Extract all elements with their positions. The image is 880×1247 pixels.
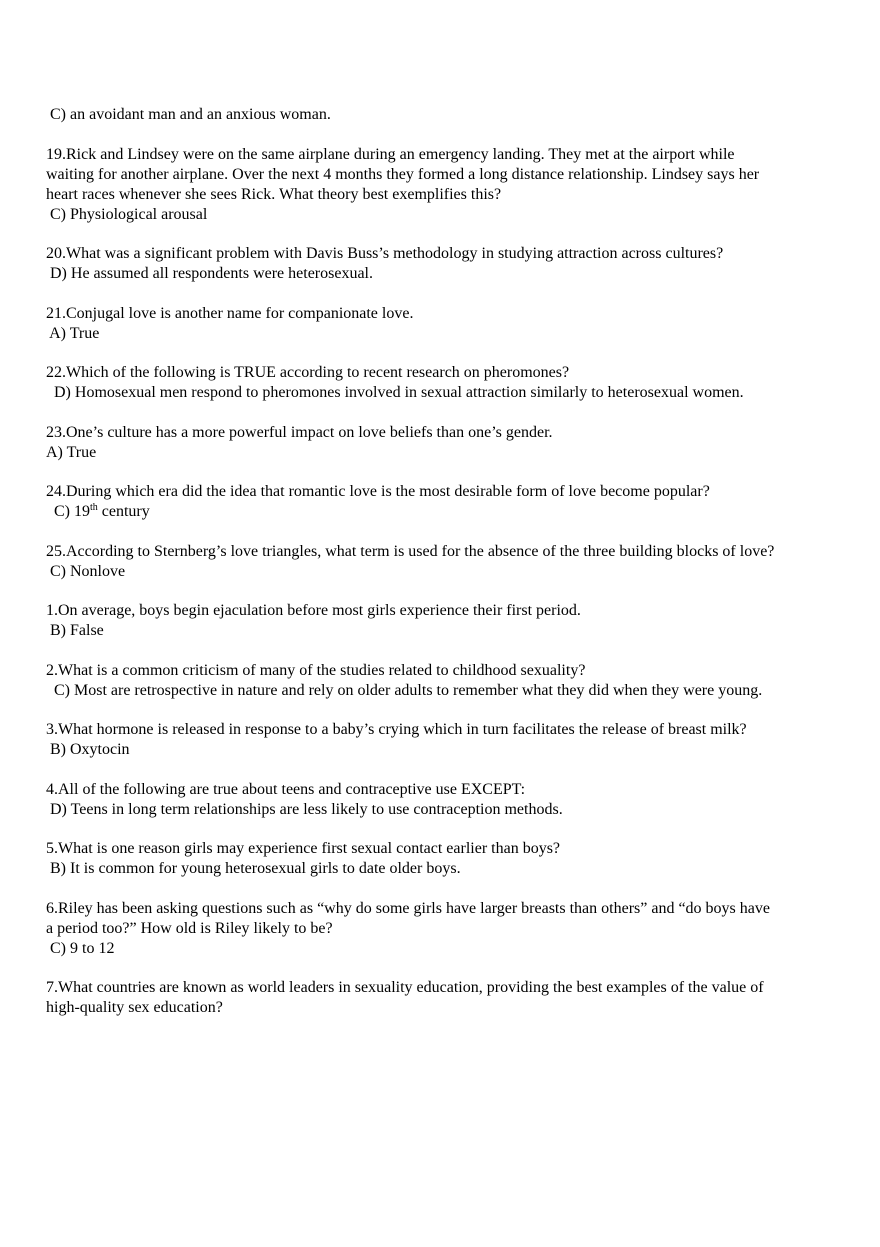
answer-text-suffix: century — [97, 503, 150, 520]
question-text-line: 7.What countries are known as world leaders in sexuality education, providing the best examples of the value of — [46, 979, 764, 996]
answer-text: C) Nonlove — [46, 562, 126, 580]
answer-text: C) Most are retrospective in nature and rely on older adults to remember what they did when they were young. — [46, 681, 763, 699]
question-block — [46, 145, 846, 225]
question-block — [46, 105, 846, 125]
question-block — [46, 720, 846, 760]
answer-text: C) 9 to 12 — [46, 939, 115, 957]
question-text-line: 5.What is one reason girls may experience first sexual contact earlier than boys? — [46, 840, 561, 857]
question-text-line: 19.Rick and Lindsey were on the same airplane during an emergency landing. They met at the airport while — [46, 145, 735, 163]
answer-text: C) Physiological arousal — [46, 205, 208, 223]
question-text-line: 2.What is a common criticism of many of the studies related to childhood sexuality? — [46, 661, 586, 679]
answer-text: B) Oxytocin — [46, 741, 130, 758]
question-block — [46, 244, 846, 284]
answer-text: A) True — [46, 324, 100, 342]
question-block — [46, 899, 846, 959]
question-text-line: 25.According to Sternberg’s love triangles, what term is used for the absence of the three building blocks of love? — [46, 542, 775, 560]
question-block — [46, 780, 846, 820]
question-block — [46, 482, 846, 522]
question-block — [46, 363, 846, 403]
question-text-line: high-quality sex education? — [46, 999, 223, 1016]
question-block — [46, 423, 846, 463]
answer-text: A) True — [46, 443, 97, 461]
answer-superscript: th — [90, 502, 98, 513]
question-text-line: waiting for another airplane. Over the next 4 months they formed a long distance relationship. Lindsey says her — [46, 165, 760, 183]
question-text-line: a period too?” How old is Riley likely to be? — [46, 919, 333, 937]
question-text-line: 24.During which era did the idea that romantic love is the most desirable form of love become popular? — [46, 483, 710, 500]
answer-text: D) He assumed all respondents were heterosexual. — [46, 265, 373, 282]
answer-text: B) It is common for young heterosexual girls to date older boys. — [46, 860, 461, 877]
question-block — [46, 542, 846, 582]
question-list — [46, 105, 846, 1038]
answer-text: D) Teens in long term relationships are less likely to use contraception methods. — [46, 800, 563, 818]
answer-text: C) an avoidant man and an anxious woman. — [46, 106, 331, 123]
question-text-line: 3.What hormone is released in response to a baby’s crying which in turn facilitates the release of breast milk? — [46, 721, 747, 738]
question-text-line: 21.Conjugal love is another name for companionate love. — [46, 304, 414, 322]
question-text-line: 20.What was a significant problem with Davis Buss’s methodology in studying attraction across cultures? — [46, 245, 724, 262]
question-block — [46, 304, 846, 344]
question-block — [46, 978, 846, 1018]
answer-text-prefix: C) 19 — [46, 503, 90, 520]
question-text-line: 23.One’s culture has a more powerful impact on love beliefs than one’s gender. — [46, 423, 553, 441]
question-text-line: 4.All of the following are true about teens and contraceptive use EXCEPT: — [46, 780, 526, 798]
question-text-line: heart races whenever she sees Rick. What theory best exemplifies this? — [46, 185, 502, 203]
answer-text: D) Homosexual men respond to pheromones involved in sexual attraction similarly to heterosexual women. — [46, 384, 744, 401]
question-text-line: 22.Which of the following is TRUE according to recent research on pheromones? — [46, 364, 570, 381]
question-block — [46, 661, 846, 701]
question-block — [46, 839, 846, 879]
question-block — [46, 601, 846, 641]
answer-text: B) False — [46, 622, 104, 639]
question-text-line: 1.On average, boys begin ejaculation before most girls experience their first period. — [46, 602, 581, 619]
question-text-line: 6.Riley has been asking questions such as “why do some girls have larger breasts than others” and “do boys have — [46, 899, 770, 917]
answer-text — [46, 502, 846, 522]
